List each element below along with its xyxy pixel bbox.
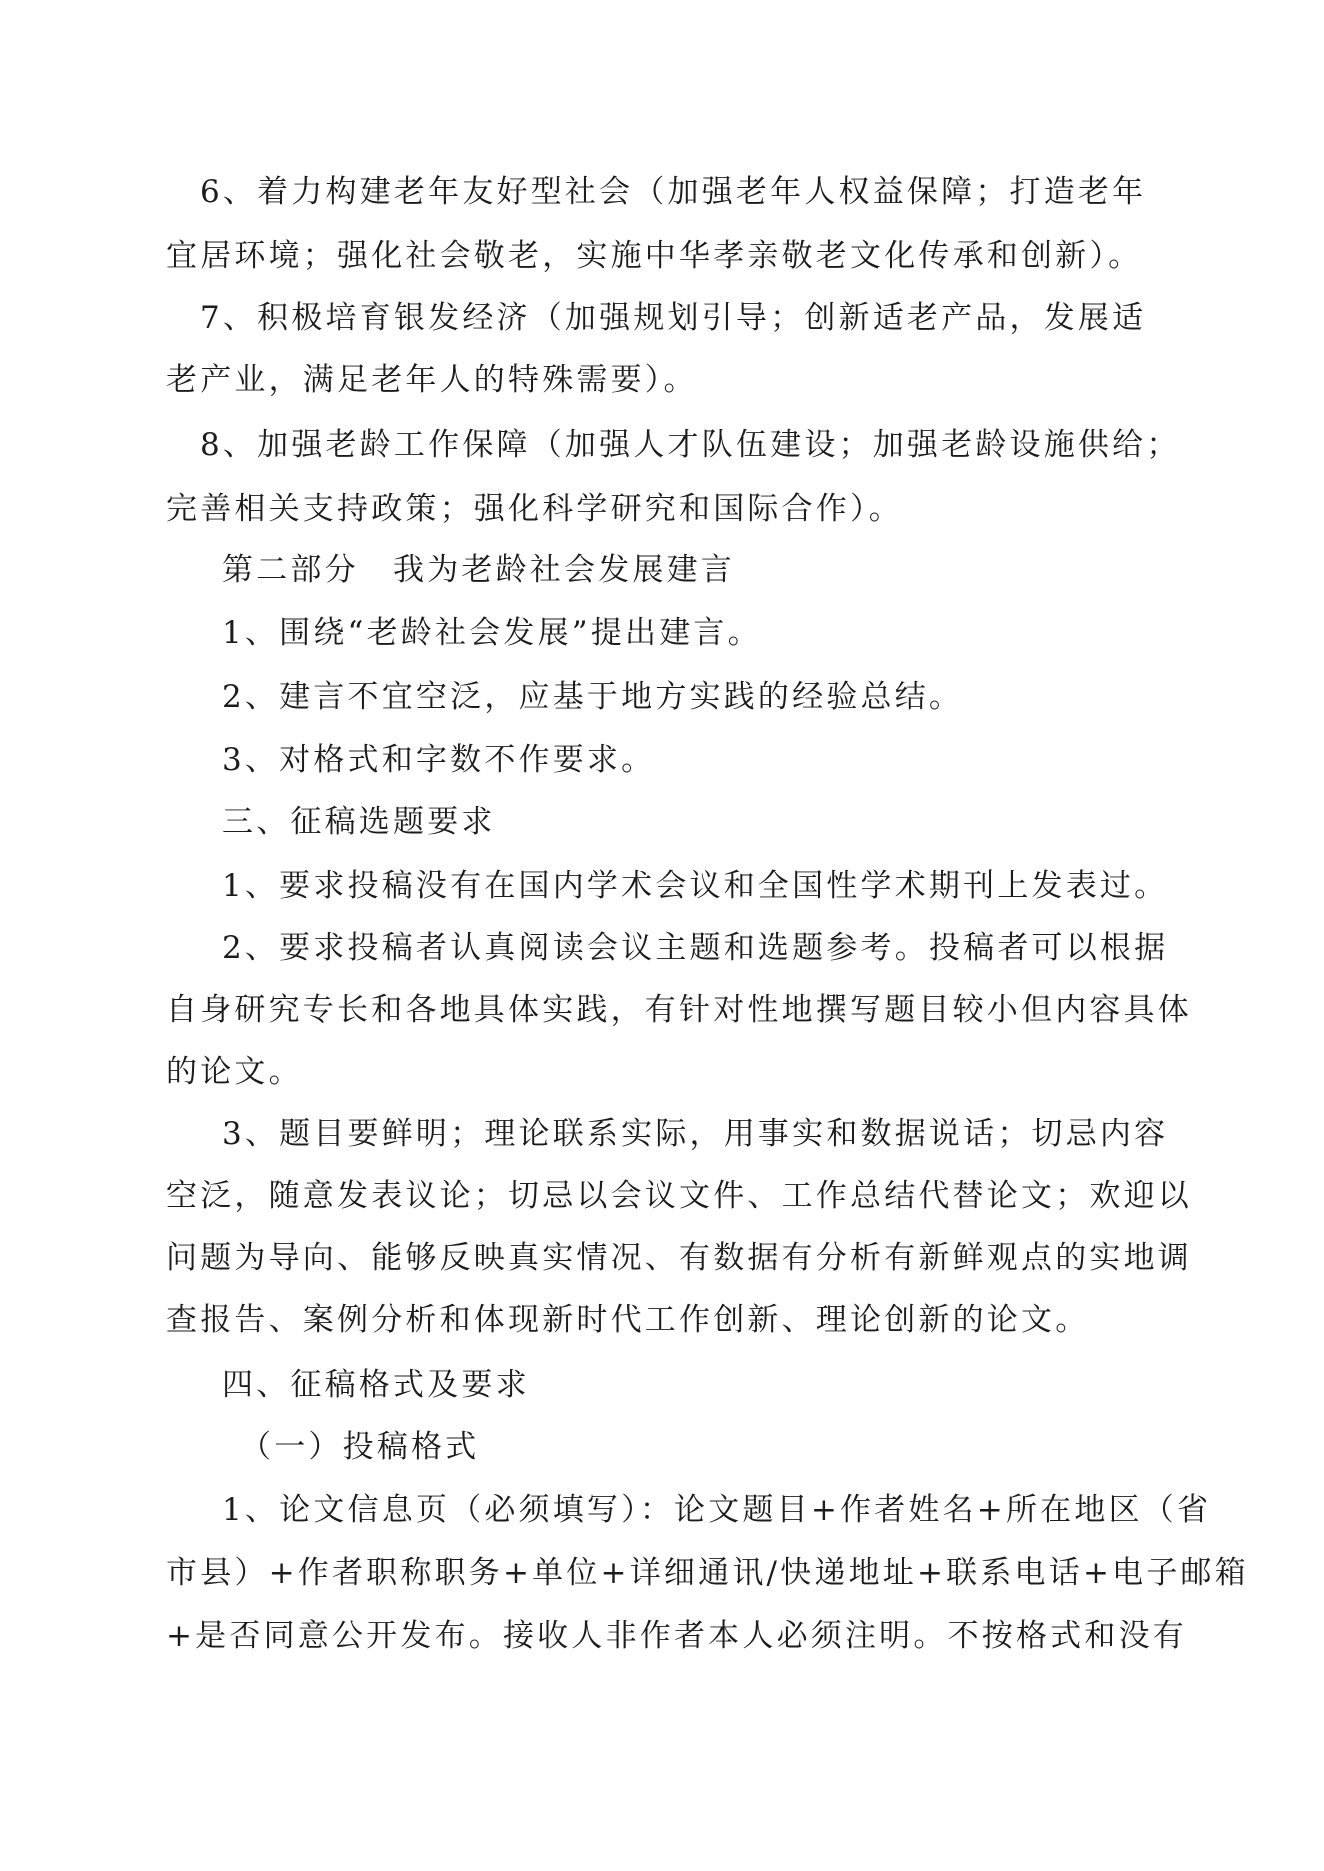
format-item-1-line-2: 市县）+作者职称职务+单位+详细通讯/快递地址+联系电话+电子邮箱: [166, 1555, 1249, 1591]
format-item-1-line-1: 1、论文信息页（必须填写）：论文题目+作者姓名+所在地区（省: [222, 1492, 1212, 1528]
item-7-line-1: 7、积极培育银发经济（加强规划引导；创新适老产品，发展适: [200, 300, 1147, 336]
section-three-item-2-line-3: 的论文。: [166, 1054, 303, 1090]
section-three-item-3-line-1: 3、题目要鲜明；理论联系实际，用事实和数据说话；切忌内容: [222, 1116, 1169, 1152]
format-item-1-line-3: +是否同意公开发布。接收人非作者本人必须注明。不按格式和没有: [166, 1618, 1187, 1654]
item-8-line-2: 完善相关支持政策；强化科学研究和国际合作）。: [166, 491, 903, 527]
section-three-item-1: 1、要求投稿没有在国内学术会议和全国性学术期刊上发表过。: [222, 868, 1169, 904]
item-7-line-2: 老产业，满足老年人的特殊需要）。: [166, 362, 698, 398]
section-three-item-2-line-2: 自身研究专长和各地具体实践，有针对性地撰写题目较小但内容具体: [166, 992, 1192, 1028]
section-three-item-3-line-4: 查报告、案例分析和体现新时代工作创新、理论创新的论文。: [166, 1302, 1090, 1338]
section-heading-three: 三、征稿选题要求: [222, 804, 496, 840]
section-heading-part-two: 第二部分 我为老龄社会发展建言: [222, 552, 735, 588]
subsection-heading-submission-format: （一）投稿格式: [240, 1429, 480, 1465]
section-heading-four: 四、征稿格式及要求: [222, 1367, 530, 1403]
section-three-item-3-line-2: 空泛，随意发表议论；切忌以会议文件、工作总结代替论文；欢迎以: [166, 1178, 1192, 1214]
item-6-line-1: 6、着力构建老年友好型社会（加强老年人权益保障；打造老年: [200, 174, 1147, 210]
part-two-item-2: 2、建言不宜空泛，应基于地方实践的经验总结。: [222, 679, 964, 715]
section-three-item-3-line-3: 问题为导向、能够反映真实情况、有数据有分析有新鲜观点的实地调: [166, 1240, 1192, 1276]
section-three-item-2-line-1: 2、要求投稿者认真阅读会议主题和选题参考。投稿者可以根据: [222, 930, 1169, 966]
part-two-item-1: 1、围绕“老龄社会发展”提出建言。: [222, 615, 762, 651]
part-two-item-3: 3、对格式和字数不作要求。: [222, 742, 656, 778]
item-8-line-1: 8、加强老龄工作保障（加强人才队伍建设；加强老龄设施供给；: [200, 427, 1181, 463]
item-6-line-2: 宜居环境；强化社会敬老，实施中华孝亲敬老文化传承和创新）。: [166, 238, 1143, 274]
